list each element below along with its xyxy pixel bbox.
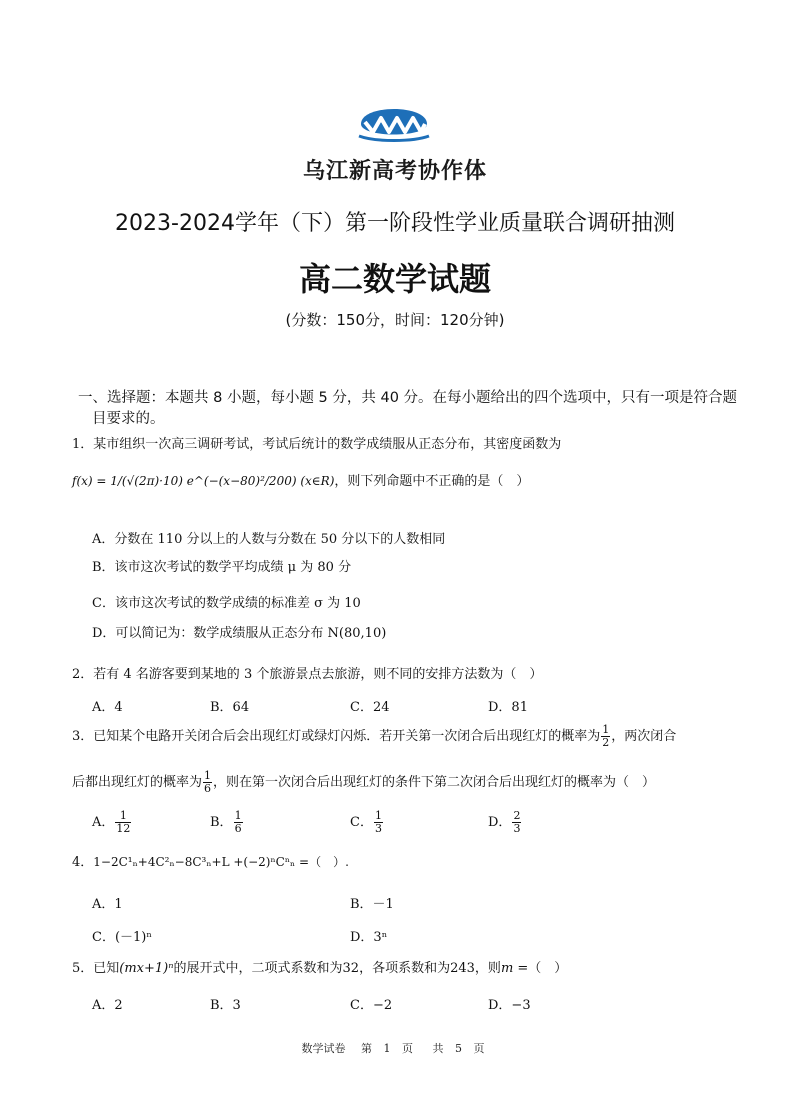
q1-stem: 1．某市组织一次高三调研考试，考试后统计的数学成绩服从正态分布，其密度函数为 xyxy=(72,437,562,452)
q3-option-a: A． $\frac{1}{12}$ xyxy=(92,809,131,835)
q5-val2: 243 xyxy=(450,961,475,976)
q3-stem-part1: 3．已知某个电路开关闭合后会出现红灯或绿灯闪烁．若开关第一次闭合后出现红灯的概率为 xyxy=(72,729,601,744)
q3-fraction-2: $\frac{1}{6}$ xyxy=(204,769,212,795)
org-name: 乌江新高考协作体 xyxy=(302,159,487,184)
q4-option-b: B．－1 xyxy=(350,897,394,912)
q4-formula: 1−2C¹ₙ+4C²ₙ−8C³ₙ+L +(−2)ⁿCⁿₙ =（ ）. xyxy=(93,855,349,869)
q3-option-b: B． $\frac{1}{6}$ xyxy=(210,809,242,835)
footer-label: 数学试卷 xyxy=(301,1042,346,1055)
q4-option-a: A．1 xyxy=(92,897,123,912)
q3-option-c: C． $\frac{1}{3}$ xyxy=(350,809,382,835)
q3-option-d: D． $\frac{2}{3}$ xyxy=(488,809,521,835)
q3-line2 xyxy=(72,770,655,795)
subject-title: 高二数学试题 xyxy=(298,260,491,298)
q2-stem: 2．若有 4 名游客要到某地的 3 个旅游景点去旅游，则不同的安排方法数为（ ） xyxy=(72,667,543,682)
q3-fraction-1: $\frac{1}{2}$ xyxy=(602,723,610,749)
q5-stem: 5．已知(mx+1)ⁿ的展开式中，二项式系数和为32，各项系数和为243，则m =（ ） xyxy=(72,961,568,976)
q4-number: 4． xyxy=(72,855,94,870)
q3-stem-part2: ，两次闭合 xyxy=(611,729,677,744)
q5-option-a: A．2 xyxy=(92,998,123,1013)
footer-page: 第 1 页 xyxy=(361,1042,413,1055)
q5-option-c: C．−2 xyxy=(350,998,393,1013)
q1-option-d: D．可以简记为：数学成绩服从正态分布 N(80,10) xyxy=(92,626,387,641)
q2-option-b: B．64 xyxy=(210,700,250,715)
section-heading: 一、选择题：本题共 8 小题，每小题 5 分，共 40 分。在每小题给出的四个选项中，只有一项是符合题目要求的。 xyxy=(78,390,738,427)
q2-option-a: A．4 xyxy=(92,700,123,715)
q5-var: m xyxy=(500,961,514,976)
q1-option-c: C．该市这次考试的数学成绩的标准差 σ 为 10 xyxy=(92,596,361,611)
q1-formula-line xyxy=(72,470,529,489)
footer-total: 共 5 页 xyxy=(432,1042,485,1055)
q3-stem-line2-part2: ，则在第一次闭合后出现红灯的条件下第二次闭合后出现红灯的概率为（ ） xyxy=(213,775,656,790)
page-footer xyxy=(0,1040,790,1056)
q2-option-d: D．81 xyxy=(488,700,528,715)
q1-stem-tail: ，则下列命题中不正确的是（ ） xyxy=(334,474,530,489)
q5-option-d: D．−3 xyxy=(488,998,531,1013)
q4-stem xyxy=(72,851,349,870)
q3-line1 xyxy=(72,724,676,749)
q1-formula: f(x) = 1/(√(2π)·10) e^(−(x−80)²/200) (x∈R) xyxy=(72,474,335,488)
q5-option-b: B．3 xyxy=(210,998,241,1013)
q1-option-a: A．分数在 110 分以上的人数与分数在 50 分以下的人数相同 xyxy=(92,532,446,547)
exam-info: (分数：150分，时间：120分钟) xyxy=(285,311,505,329)
q3-stem-line2-part1: 后都出现红灯的概率为 xyxy=(72,775,203,790)
logo xyxy=(355,98,433,144)
q5-val1: 32 xyxy=(342,961,360,976)
logo-icon xyxy=(355,98,433,144)
q2-option-c: C．24 xyxy=(350,700,390,715)
q5-expr: (mx+1)ⁿ xyxy=(119,961,174,976)
q4-option-c: C．(－1)ⁿ xyxy=(92,930,152,945)
q4-option-d: D．3ⁿ xyxy=(350,930,388,945)
exam-title: 2023-2024学年（下）第一阶段性学业质量联合调研抽测 xyxy=(115,211,675,236)
q1-option-b: B．该市这次考试的数学平均成绩 μ 为 80 分 xyxy=(92,560,352,575)
